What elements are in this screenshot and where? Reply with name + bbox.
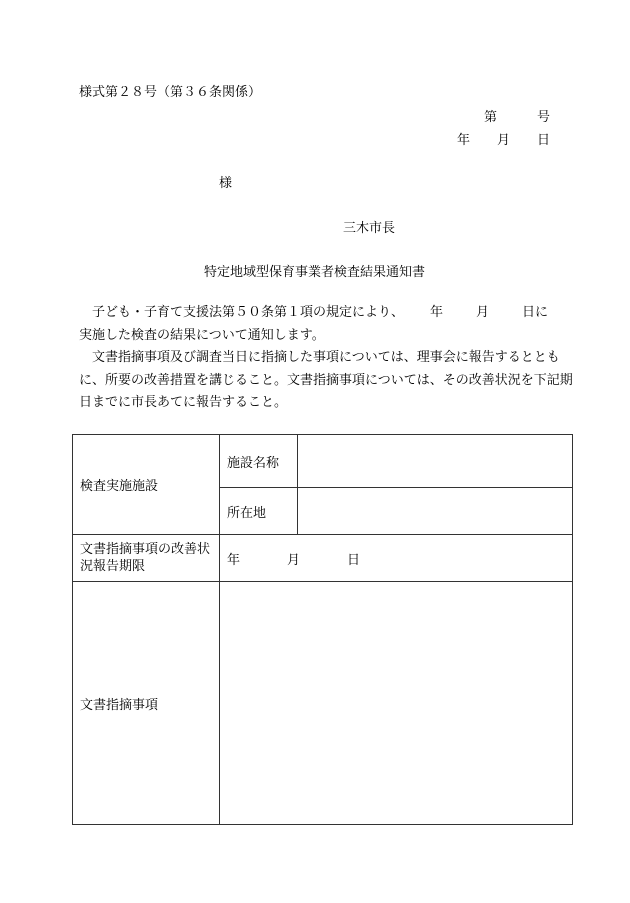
- issuer-name: 三木市長: [343, 221, 396, 236]
- inspection-result-table: [72, 434, 573, 825]
- deadline-year: 年: [227, 552, 241, 568]
- issue-date-day: 日: [537, 133, 551, 148]
- facility-name-label: 施設名称: [220, 435, 298, 488]
- inspected-facility-label: 検査実施施設: [73, 435, 220, 535]
- facility-name-field[interactable]: [298, 435, 573, 488]
- notice-paragraph-2: 文書指摘事項及び調査当日に指摘した事項については、理事会に報告するとともに、所要の改善措置を講じること。文書指摘事項については、その改善状況を下記期日までに市長あてに報告すること。: [79, 350, 573, 410]
- issue-number-suffix: 号: [537, 110, 551, 125]
- document-title: 特定地域型保育事業者検査結果通知書: [204, 265, 426, 280]
- issue-date: [457, 129, 550, 148]
- issue-number-prefix: 第: [484, 110, 498, 125]
- address-field[interactable]: [298, 488, 573, 535]
- issue-number: [484, 106, 550, 125]
- address-label: 所在地: [220, 488, 298, 535]
- issue-date-year: 年: [457, 133, 471, 148]
- findings-label: 文書指摘事項: [73, 582, 220, 825]
- notice-body: [79, 302, 579, 415]
- issue-date-month: 月: [497, 133, 511, 148]
- report-deadline-field[interactable]: [220, 535, 573, 582]
- deadline-month: 月: [287, 552, 301, 568]
- findings-field[interactable]: [220, 582, 573, 825]
- inspection-date-year: 年: [430, 305, 444, 320]
- report-deadline-label: 文書指摘事項の改善状況報告期限: [73, 535, 220, 582]
- addressee-suffix: 様: [219, 176, 233, 191]
- notice-paragraph-1: 子ども・子育て支援法第５０条第１項の規定により、 年 月 日に 実施した検査の結果について通知します。: [79, 305, 549, 343]
- inspection-date-month: 月: [476, 305, 490, 320]
- form-number: 様式第２８号（第３６条関係）: [79, 85, 262, 100]
- deadline-day: 日: [347, 552, 361, 568]
- inspection-date-day: 日に: [522, 305, 549, 320]
